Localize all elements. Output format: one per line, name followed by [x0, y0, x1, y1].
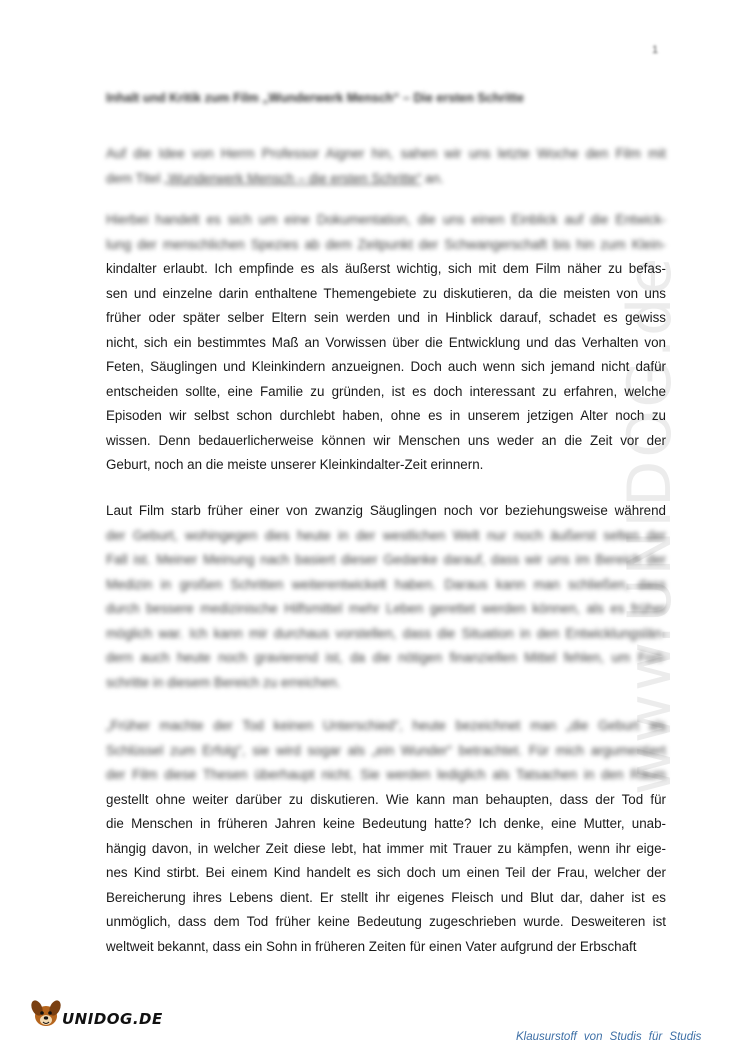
paragraph-death-critique [106, 714, 666, 959]
paragraph-line: der Film diese Thesen überhaupt nicht. Sie werden lediglich als Tatsachen in den Raum [106, 767, 666, 782]
paragraph-line: kindalter erlaubt. Ich empfinde es als äußerst wichtig, sich mit dem Film näher zu befas- [106, 261, 666, 276]
paragraph-line: Schlüssel zum Erfolg“, sie wird sogar als „ein Wunder“ betrachtet. Für mich argumentiert [106, 742, 666, 758]
paragraph-line: Bereicherung ihres Lebens dient. Er stellt ihr eigenes Fleisch und Blut dar, daher ist es [106, 889, 666, 905]
paragraph-line: hängig davon, in welcher Zeit diese lebt, hat immer mit Trauer zu kämpfen, wenn ihr eige- [106, 840, 666, 856]
paragraph-line: Auf die Idee von Herrn Professor Aigner hin, sahen wir uns letzte Woche den Film mit [106, 146, 666, 161]
paragraph-line: der Geburt, wohingegen dies heute in der westlichen Welt nur noch äußerst selten der [106, 527, 666, 543]
paragraph-line: Geburt, noch an die meiste unserer Kleinkindalter-Zeit erinnern. [106, 457, 484, 472]
logo-text: UNIDOG.DE [62, 1010, 163, 1028]
paragraph-line: nicht, sich ein bestimmtes Maß an Vorwissen über die Entwicklung und das Verhalten von [106, 334, 666, 350]
paragraph-line: Episoden wir selbst schon durchlebt haben, ohne es in unserem jetzigen Alter noch zu [106, 408, 666, 423]
paragraph-line: möglich war. Ich kann mir durchaus vorstellen, dass die Situation in den Entwicklungslän- [106, 625, 666, 641]
paragraph-line: Medizin in großen Schritten weiterentwickelt haben. Daraus kann man schließen, dass [106, 576, 666, 592]
page-number: 1 [652, 44, 659, 56]
paragraph-line: sen und einzelne darin enthaltene Themengebiete zu diskutieren, da die meisten von uns [106, 285, 666, 301]
dog-mascot-icon [28, 996, 64, 1030]
paragraph-line: unmöglich, dass dem Tod früher keine Bedeutung zugeschrieben wurde. Desweiteren ist [106, 914, 666, 929]
paragraph-line: durch bessere medizinische Hilfsmittel mehr Leben gerettet werden können, als es früher [106, 601, 666, 616]
paragraph-line: Feten, Säuglingen und Kleinkindern anzueignen. Doch auch wenn sich jemand nicht dafür [106, 359, 666, 374]
paragraph-line: Fall ist. Meiner Meinung nach basiert dieser Gedanke darauf, dass wir uns im Bereich der [106, 552, 666, 567]
paragraph-line: entscheiden sollte, eine Familie zu gründen, ist es doch interessant zu erfahren, welche [106, 383, 666, 399]
paragraph-line: gestellt ohne weiter darüber zu diskutieren. Wie kann man behaupten, dass der Tod für [106, 791, 666, 807]
paragraph-line: Laut Film starb früher einer von zwanzig Säuglingen noch vor beziehungsweise während [106, 503, 666, 518]
line-text: dem Titel [106, 170, 165, 186]
film-title-link[interactable]: „Wunderwerk Mensch – die ersten Schritte“ [164, 170, 422, 186]
paragraph-line: schritte in diesem Bereich zu erreichen. [106, 674, 341, 690]
paragraph-infant-mortality [106, 499, 666, 695]
paragraph-line: die Menschen in früheren Jahren keine Bedeutung hatte? Ich denke, eine Mutter, unab- [106, 816, 666, 831]
paragraph-line: Hierbei handelt es sich um eine Dokumentation, die uns einen Einblick auf die Entwick- [106, 212, 666, 227]
paragraph-line: „Früher machte der Tod keinen Unterschied“, heute bezeichnet man „die Geburt als [106, 718, 666, 733]
unidog-logo[interactable] [18, 996, 163, 1036]
line-text: an. [421, 170, 444, 186]
footer-tagline: Klausurstoff von Studis für Studis [516, 1031, 702, 1043]
paragraph-documentation [106, 208, 666, 478]
watermark: www.UNIDOG.de [615, 254, 685, 796]
paragraph-line: wissen. Denn bedauerlicherweise können wir Menschen uns weder an die Zeit vor der [106, 432, 666, 448]
paragraph-line: lung der menschlichen Spezies ab dem Zeitpunkt der Schwangerschaft bis hin zum Klein- [106, 236, 666, 252]
document-title: Inhalt und Kritik zum Film „Wunderwerk Mensch“ – Die ersten Schritte [106, 91, 524, 105]
paragraph-line: früher oder später selber Eltern sein werden und in Hinblick darauf, schadet es gewiss [106, 310, 666, 325]
paragraph-line [106, 167, 666, 192]
paragraph-line: weltweit bekannt, dass ein Sohn in früheren Zeiten für einen Vater aufgrund der Erbschaft [106, 938, 637, 954]
paragraph-intro [106, 142, 666, 191]
paragraph-line: nes Kind stirbt. Bei einem Kind handelt es sich doch um einen Teil der Frau, welcher der [106, 865, 666, 880]
paragraph-line: dern auch heute noch gravierend ist, da die nötigen finanziellen Mittel fehlen, um Fort- [106, 650, 666, 665]
